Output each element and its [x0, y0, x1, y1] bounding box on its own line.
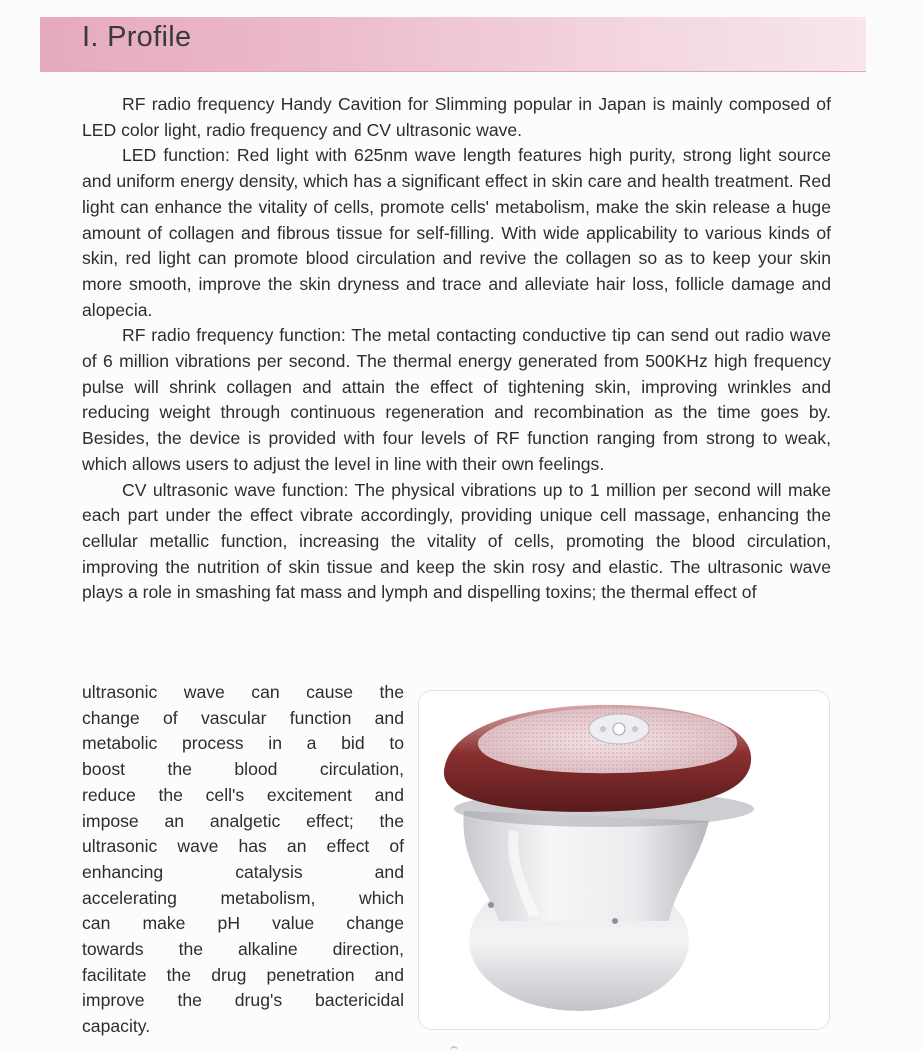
- text-line: accelerating metabolism, which: [82, 887, 404, 908]
- device-body: [463, 811, 709, 921]
- vent-hole-icon: [488, 902, 494, 908]
- paragraph-led-function: LED function: Red light with 625nm wave length features high purity, strong light source and uniform energy density, which has a significant effect in skin care and health treatment. Red light can enhance the vitality of cells, promote cells' metabolism, make the skin release a huge amount of collagen and fibrous tissue for self-filling. With wide applicability to various kinds of skin, red light can promote blood circulation and revive the collagen so as to keep your skin more smooth, improve the skin dryness and trace and alleviate hair loss, follicle damage and alopecia.: [82, 145, 831, 320]
- text-line: metabolic process in a bid to: [82, 733, 404, 754]
- text-line: facilitate the drug penetration and: [82, 964, 404, 985]
- text-line: boost the blood circulation,: [82, 759, 404, 780]
- paragraph-cv-function: CV ultrasonic wave function: The physical vibrations up to 1 million per second will make each part under the effect vibrate accordingly, providing unique cell massage, enhancing the cellular metallic function, increasing the vitality of cells, promoting the blood circulation, improving the nutrition of skin tissue and keep the skin rosy and elastic. The ultrasonic wave plays a role in smashing fat mass and lymph and dispelling toxins; the thermal effect of: [82, 479, 831, 603]
- power-button-icon: [613, 723, 625, 735]
- page-mark: [450, 1046, 458, 1054]
- body-text: [82, 92, 831, 606]
- text-line: change of vascular function and: [82, 707, 404, 728]
- text-line: towards the alkaline direction,: [82, 939, 404, 960]
- text-line: improve the drug's bactericidal: [82, 990, 404, 1011]
- text-line: can make pH value change: [82, 913, 404, 934]
- indicator-light-icon: [600, 726, 606, 732]
- product-image-frame: [418, 690, 830, 1030]
- section-title: I. Profile: [82, 21, 192, 53]
- text-line: ultrasonic wave can cause the: [82, 682, 404, 702]
- text-line: enhancing catalysis and: [82, 861, 404, 882]
- text-line: capacity.: [82, 1016, 151, 1037]
- section-header-band: [40, 17, 866, 72]
- text-line: reduce the cell's excitement and: [82, 784, 404, 805]
- product-photo: [419, 691, 829, 1029]
- indicator-light-icon: [632, 726, 638, 732]
- vent-hole-icon: [612, 918, 618, 924]
- text-line: ultrasonic wave has an effect of: [82, 836, 404, 857]
- paragraph-intro: RF radio frequency Handy Cavition for Slimming popular in Japan is mainly composed of LED color light, radio frequency and CV ultrasonic wave.: [82, 94, 831, 140]
- paragraph-rf-function: RF radio frequency function: The metal contacting conductive tip can send out radio wave of 6 million vibrations per second. The thermal energy generated from 500KHz high frequency pulse will shrink collagen and attain the effect of tightening skin, improving wrinkles and reducing weight through continuous regeneration and recombination as the time goes by. Besides, the device is provided with four levels of RF function ranging from strong to weak, which allows users to adjust the level in line with their own feelings.: [82, 325, 831, 474]
- text-line: impose an analgetic effect; the: [82, 810, 404, 831]
- wrapped-text-column: [82, 680, 404, 1040]
